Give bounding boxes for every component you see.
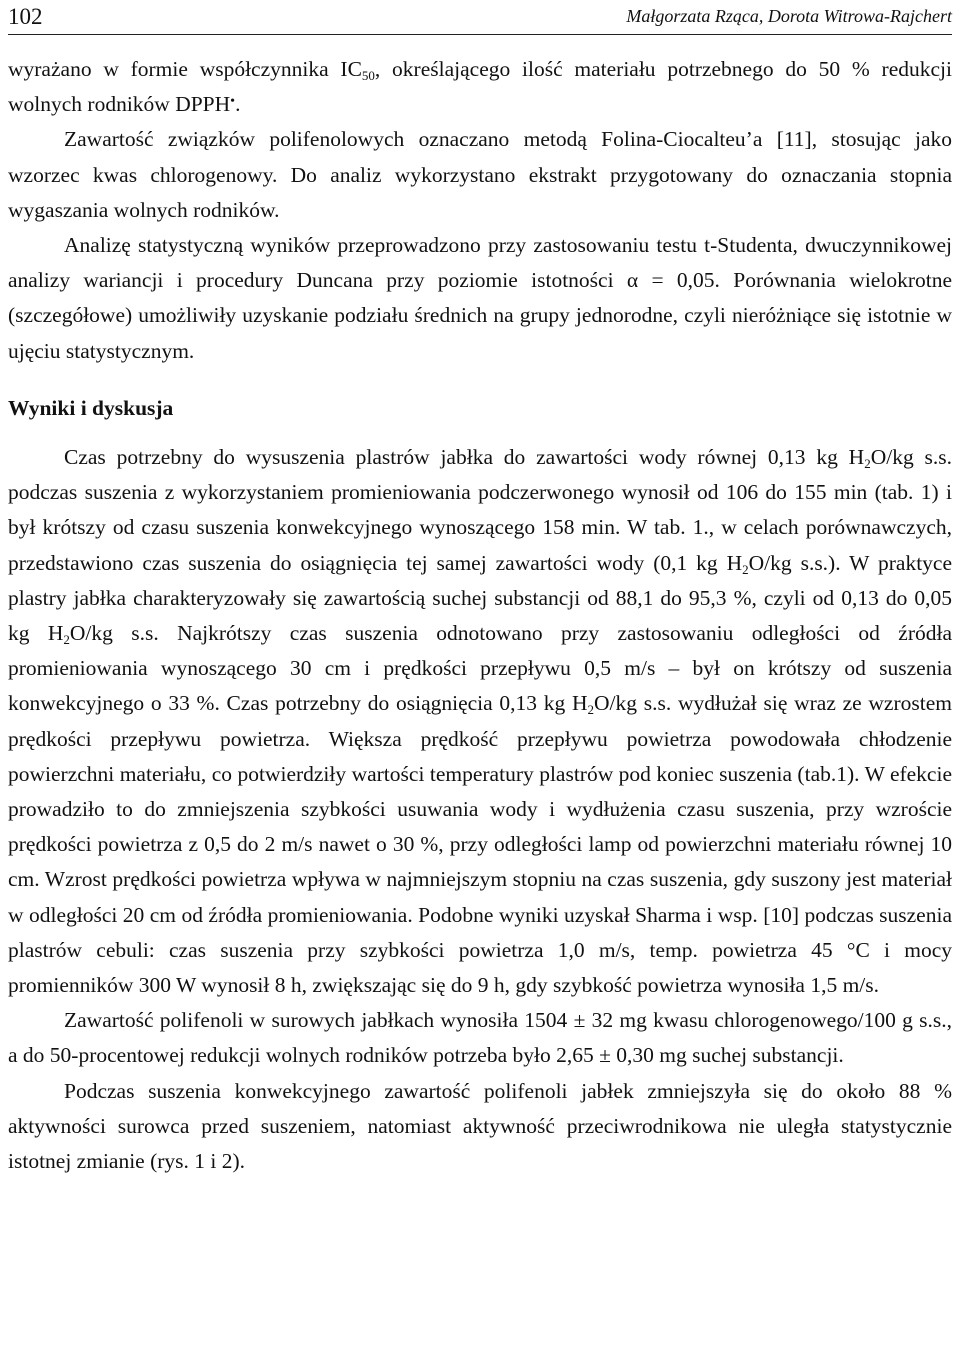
superscript: • (230, 94, 236, 110)
section-heading-results: Wyniki i dyskusja (8, 395, 174, 420)
text-run: , określającego ilość materiału potrzebnego do 50 % redukcji wolnych rodników DPPH (8, 57, 952, 117)
page-number: 102 (8, 4, 43, 29)
running-head-authors: Małgorzata Rząca, Dorota Witrowa-Rajchert (626, 6, 952, 26)
article-body (8, 52, 952, 1179)
text-run: O/kg s.s. podczas suszenia z wykorzystaniem promieniowania podczerwonego wynosił od 106 do 155 min (tab. 1) i był krótszy od czasu suszenia konwekcyjnego wynoszącego 158 min. W tab. 1., w celach porównawczych, przedstawiono czas suszenia do osiągnięcia tej samej zawartości wody (0,1 kg H (8, 445, 953, 575)
text-run: O/kg s.s. wydłużał się wraz ze wzrostem prędkości przepływu powietrza. Większa prędkość przepływu powietrza powodowała chłodzenie powierzchni materiału, co potwierdziły wartości temperatury plastrów pod koniec suszenia (tab.1). W efekcie prowadziło to do zmniejszenia szybkości usuwania wody i wydłużenia czasu suszenia, przy wzroście prędkości powietrza z 0,5 do 2 m/s nawet o 30 %, przy odległości lamp od powierzchni materiału równej 10 cm. Wzrost prędkości powietrza wpływa w najmniejszym stopniu na czas suszenia, gdy suszony jest materiał w odległości 20 cm od źródła promieniowania. Podobne wyniki uzyskał Sharma i wsp. [10] podczas suszenia plastrów cebuli: czas suszenia przy szybkości powietrza 1,0 m/s, temp. powietrza 45 °C i mocy promienników 300 W wynosił 8 h, zwiększając się do 9 h, gdy szybkość powietrza wynosiła 1,5 m/s. (8, 691, 952, 998)
subscript: 2 (864, 456, 871, 472)
methods-paragraph-polyphenols: Zawartość związków polifenolowych oznaczano metodą Folina-Ciocalteu’a [11], stosując jako wzorzec kwas chlorogenowy. Do analiz wykorzystano ekstrakt przygotowany do oznaczania stopnia wygaszania wolnych rodników. (8, 127, 952, 222)
methods-paragraph-ic50 (8, 52, 952, 122)
text-run: . (235, 92, 241, 117)
subscript: 50 (361, 68, 375, 83)
subscript: 2 (63, 632, 70, 648)
results-paragraph-convective-drying: Podczas suszenia konwekcyjnego zawartość polifenoli jabłek zmniejszyła się do około 88 % aktywności surowca przed suszeniem, natomiast aktywność przeciwrodnikowa nie uległa statystycznie istotnej zmianie (rys. 1 i 2). (8, 1078, 952, 1174)
subscript: 2 (742, 561, 749, 577)
text-run: O/kg s.s. Najkrótszy czas suszenia odnotowano przy zastosowaniu odległości od źródła promieniowania wynoszącego 30 cm i prędkości przepływu 0,5 m/s – był on krótszy od suszenia konwekcyjnego o 33 %. Czas potrzebny do osiągnięcia 0,13 kg H (8, 621, 952, 716)
methods-paragraph-statistics: Analizę statystyczną wyników przeprowadzono przy zastosowaniu testu t-Studenta, dwuczynnikowej analizy wariancji i procedury Duncana przy poziomie istotności α = 0,05. Porównania wielokrotne (szczegółowe) umożliwiły uzyskanie podziału średnich na grupy jednorodne, czyli nieróżniące się istotnie w ujęciu statystycznym. (8, 233, 952, 363)
results-paragraph-drying-time (8, 440, 952, 1003)
subscript: 2 (587, 702, 595, 718)
text-run: Czas potrzebny do wysuszenia plastrów jabłka do zawartości wody równej 0,13 kg H (64, 445, 865, 470)
text-run: wyrażano w formie współczynnika IC (8, 57, 362, 81)
page-header (8, 0, 952, 35)
text-run: O/kg s.s.). W praktyce plastry jabłka charakteryzowały się zawartością suchej substancji od 88,1 do 95,3 %, czyli od 0,13 do 0,05 kg H (8, 550, 952, 646)
results-paragraph-polyphenol-content: Zawartość polifenoli w surowych jabłkach wynosiła 1504 ± 32 mg kwasu chlorogenowego/100 g s.s., a do 50-procentowej redukcji wolnych rodników potrzeba było 2,65 ± 0,30 mg suchej substancji. (8, 1008, 952, 1068)
